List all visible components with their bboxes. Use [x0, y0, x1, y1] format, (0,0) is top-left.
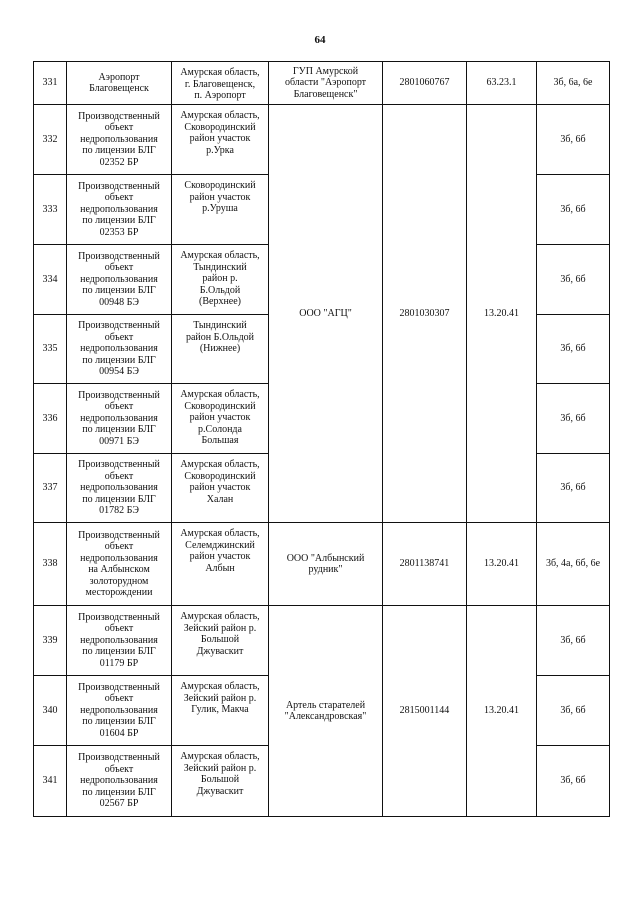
registry-table: [33, 61, 610, 817]
row-number: 339: [34, 606, 67, 676]
inn-code: 2815001144: [383, 606, 467, 817]
object-name: Производственный объект недропользования по лицензии БЛГ 01782 БЭ: [67, 454, 172, 523]
hazard-codes: 3б, 6б: [537, 454, 610, 523]
row-number: 340: [34, 676, 67, 746]
object-location: Тындинский район Б.Ольдой (Нижнее): [172, 315, 269, 384]
hazard-codes: 3б, 6б: [537, 245, 610, 315]
organization-name: ООО "АГЦ": [269, 105, 383, 523]
row-number: 336: [34, 384, 67, 454]
table-row: [34, 606, 610, 676]
hazard-codes: 3б, 6б: [537, 606, 610, 676]
object-location: Амурская область, Зейский район р. Большой Джуваскит: [172, 606, 269, 676]
object-name: Производственный объект недропользования по лицензии БЛГ 00971 БЭ: [67, 384, 172, 454]
hazard-codes: 3б, 6б: [537, 105, 610, 175]
inn-code: 2801060767: [383, 62, 467, 105]
object-name: Производственный объект недропользования по лицензии БЛГ 01604 БР: [67, 676, 172, 746]
hazard-codes: 3б, 6а, 6е: [537, 62, 610, 105]
object-name: Производственный объект недропользования по лицензии БЛГ 00954 БЭ: [67, 315, 172, 384]
object-location: Амурская область, Зейский район р. Большой Джуваскит: [172, 746, 269, 817]
organization-name: ООО "Албынский рудник": [269, 523, 383, 606]
okved-code: 13.20.41: [467, 523, 537, 606]
object-name: Производственный объект недропользования по лицензии БЛГ 02567 БР: [67, 746, 172, 817]
hazard-codes: 3б, 6б: [537, 175, 610, 245]
table-row: [34, 62, 610, 105]
hazard-codes: 3б, 4а, 6б, 6е: [537, 523, 610, 606]
object-name: Производственный объект недропользования на Албынском золоторудном месторождении: [67, 523, 172, 606]
okved-code: 13.20.41: [467, 606, 537, 817]
object-location: Амурская область, Сковородинский район участок Халан: [172, 454, 269, 523]
row-number: 335: [34, 315, 67, 384]
object-location: Амурская область, Селемджинский район участок Албын: [172, 523, 269, 606]
object-name: Производственный объект недропользования по лицензии БЛГ 00948 БЭ: [67, 245, 172, 315]
object-location: Сковородинский район участок р.Уруша: [172, 175, 269, 245]
row-number: 333: [34, 175, 67, 245]
object-location: Амурская область, Сковородинский район участок р.Солонда Большая: [172, 384, 269, 454]
object-name: Аэропорт Благовещенск: [67, 62, 172, 105]
hazard-codes: 3б, 6б: [537, 676, 610, 746]
okved-code: 63.23.1: [467, 62, 537, 105]
hazard-codes: 3б, 6б: [537, 384, 610, 454]
object-location: Амурская область, г. Благовещенск, п. Аэропорт: [172, 62, 269, 105]
hazard-codes: 3б, 6б: [537, 315, 610, 384]
table-row: [34, 105, 610, 175]
object-location: Амурская область, Сковородинский район участок р.Урка: [172, 105, 269, 175]
object-location: Амурская область, Зейский район р. Гулик, Макча: [172, 676, 269, 746]
row-number: 334: [34, 245, 67, 315]
object-name: Производственный объект недропользования по лицензии БЛГ 02352 БР: [67, 105, 172, 175]
row-number: 331: [34, 62, 67, 105]
table-row: [34, 523, 610, 606]
object-name: Производственный объект недропользования по лицензии БЛГ 02353 БР: [67, 175, 172, 245]
object-location: Амурская область, Тындинский район р. Б.Ольдой (Верхнее): [172, 245, 269, 315]
row-number: 341: [34, 746, 67, 817]
hazard-codes: 3б, 6б: [537, 746, 610, 817]
organization-name: ГУП Амурской области "Аэропорт Благовещенск": [269, 62, 383, 105]
okved-code: 13.20.41: [467, 105, 537, 523]
row-number: 338: [34, 523, 67, 606]
page-number: 64: [314, 34, 326, 46]
organization-name: Артель старателей "Александровская": [269, 606, 383, 817]
object-name: Производственный объект недропользования по лицензии БЛГ 01179 БР: [67, 606, 172, 676]
row-number: 332: [34, 105, 67, 175]
inn-code: 2801138741: [383, 523, 467, 606]
inn-code: 2801030307: [383, 105, 467, 523]
row-number: 337: [34, 454, 67, 523]
